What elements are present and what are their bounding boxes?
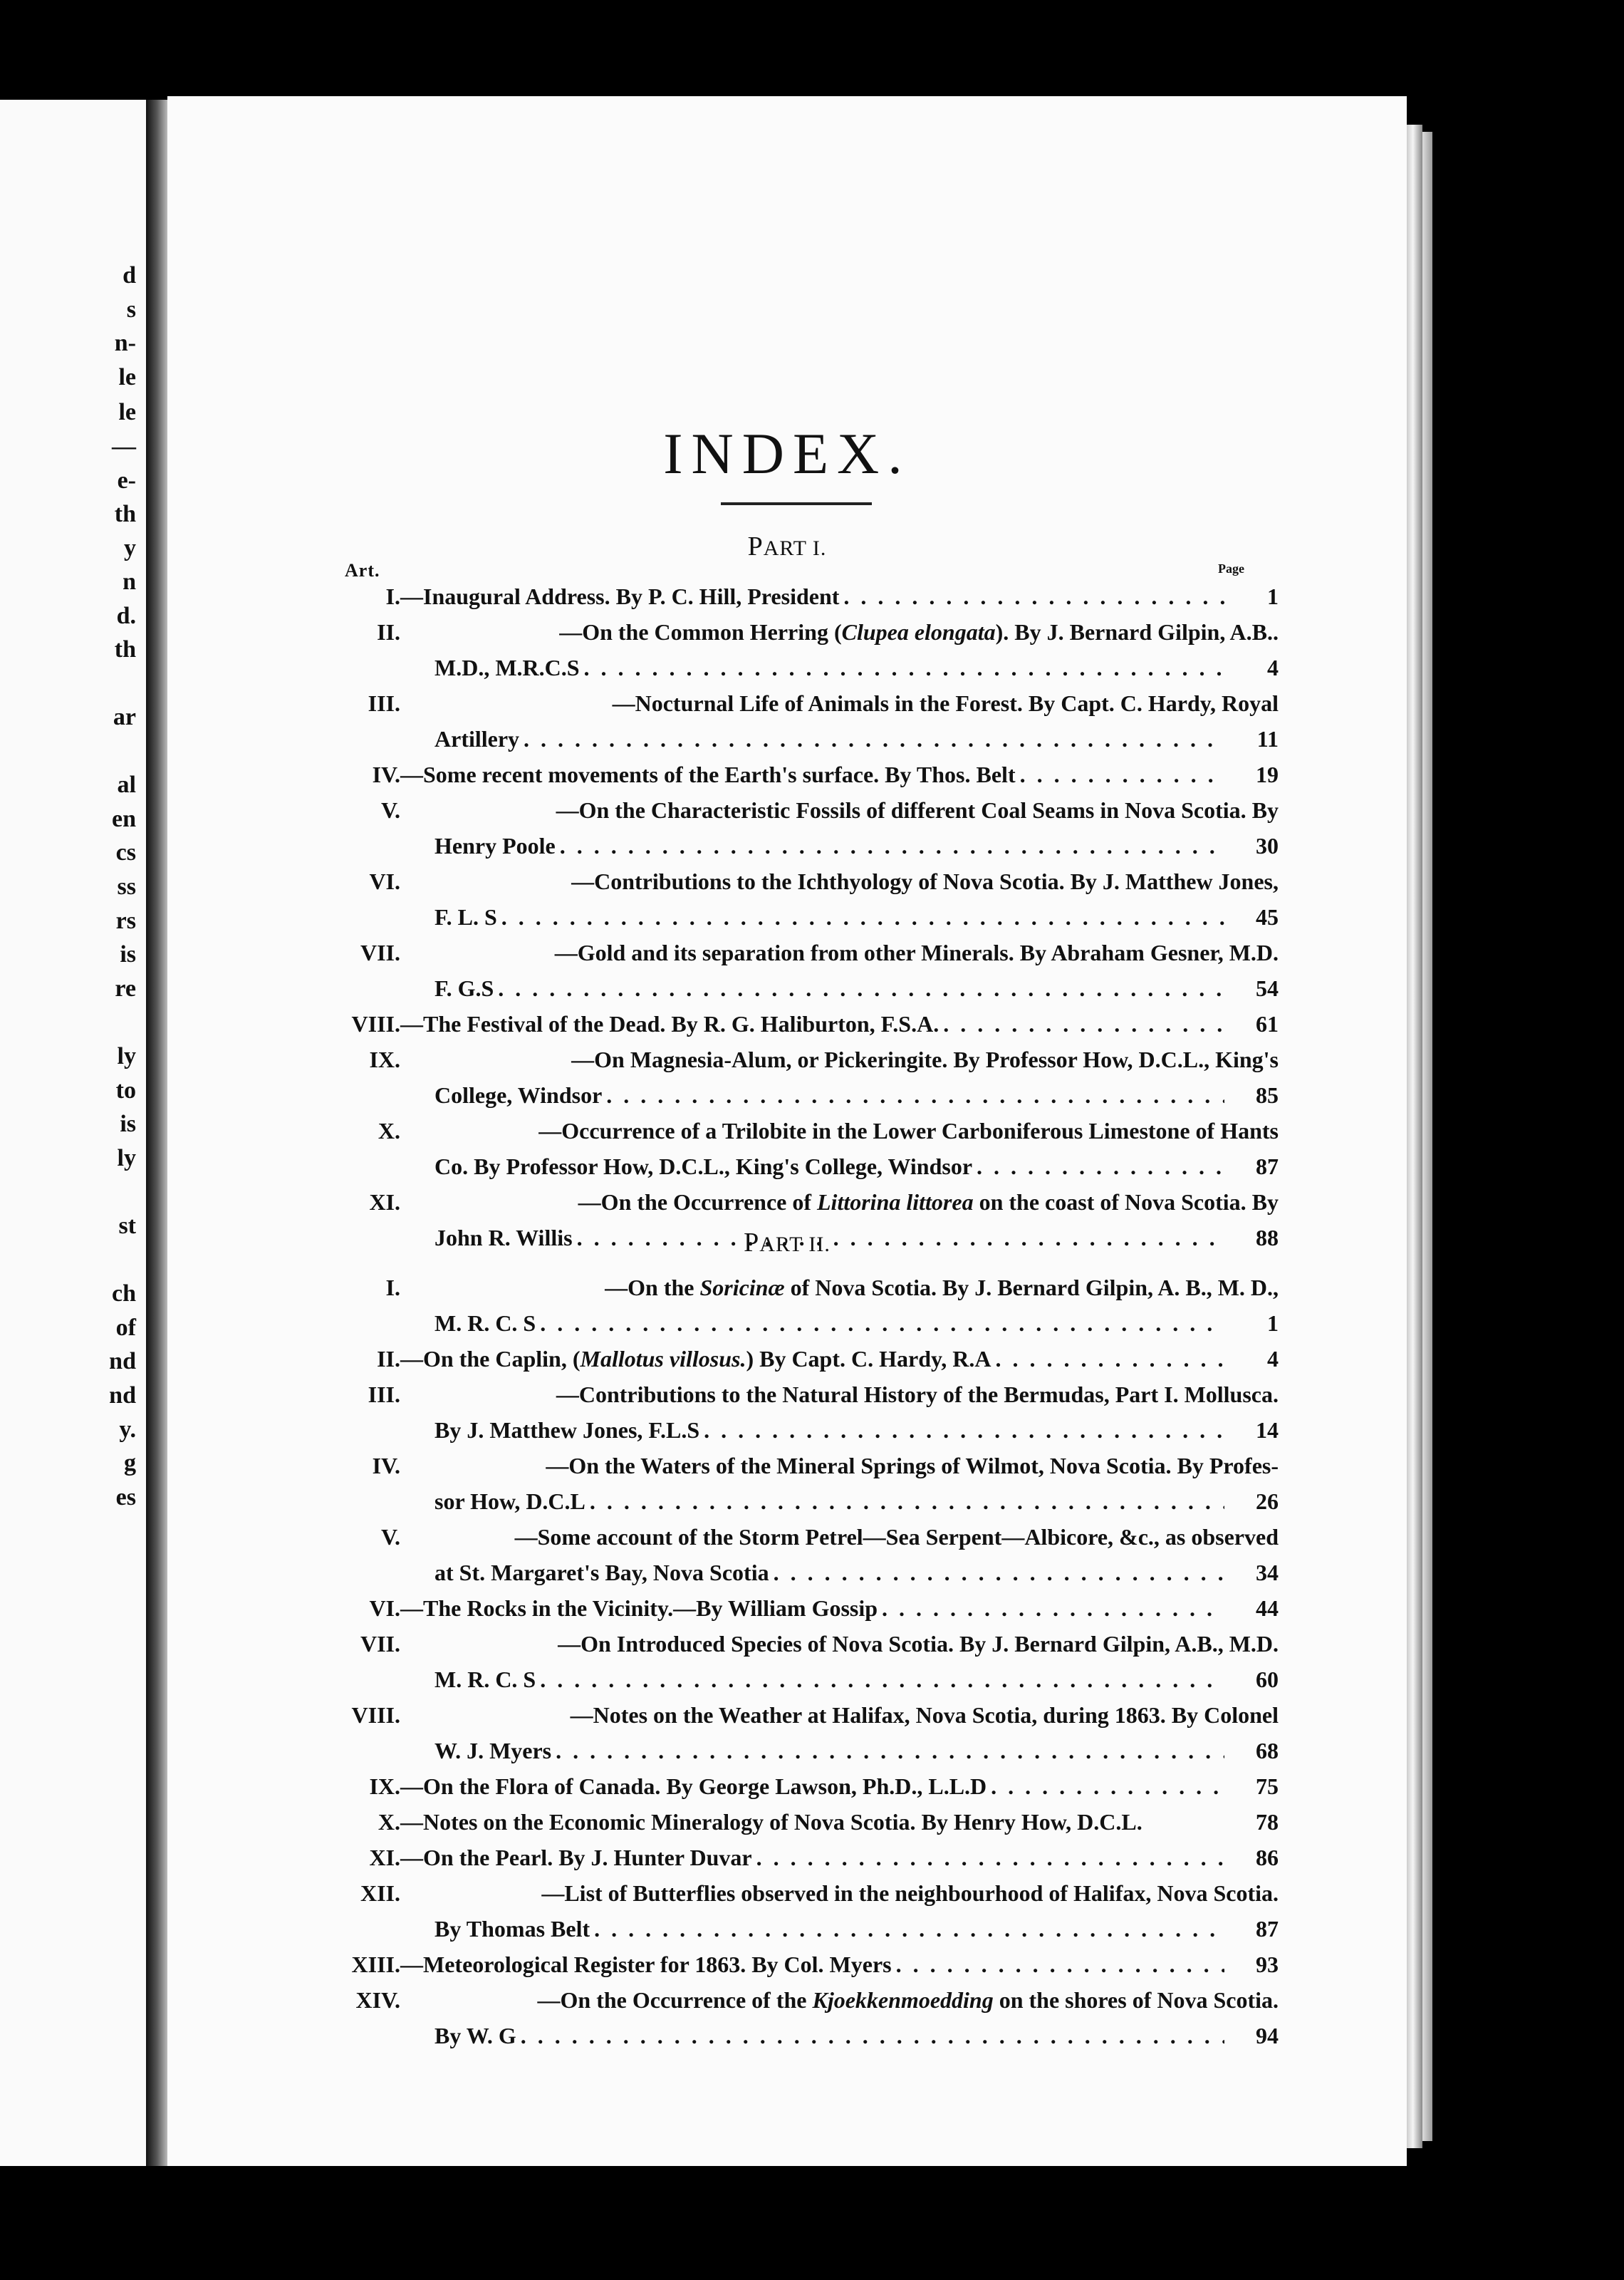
index-entry-continuation [313, 1733, 1279, 1768]
entry-title-continuation: College, Windsor [434, 1082, 603, 1108]
entry-title: —Meteorological Register for 1863. By Col. Myers [400, 1952, 892, 1977]
entry-title-continuation: W. J. Myers [434, 1738, 552, 1763]
index-entry-line [313, 1377, 1279, 1412]
entry-title: —Nocturnal Life of Animals in the Forest. By Capt. C. Hardy, Royal [612, 690, 1279, 716]
index-entry-line [313, 1270, 1279, 1305]
page-edge-stack [1422, 132, 1432, 2141]
entry-page-number: 87 [1256, 1154, 1279, 1179]
entry-title-continuation: F. L. S [434, 904, 497, 930]
entry-page-number: 4 [1267, 1346, 1279, 1372]
entry-title-italic: Kjoekkenmoedding [812, 1987, 994, 2013]
index-entry-line [313, 1590, 1279, 1626]
dot-leader [606, 1077, 1224, 1113]
left-page-text-fragment: is [120, 941, 136, 968]
entry-title-text: ). By J. Bernard Gilpin, A.B.. [995, 619, 1279, 645]
index-entry-line [313, 1042, 1279, 1077]
entry-roman-numeral: III. [368, 690, 400, 716]
left-page-text-fragment: ch [112, 1280, 136, 1307]
dot-leader [896, 1947, 1224, 1982]
entry-title: —List of Butterflies observed in the neighbourhood of Halifax, Nova Scotia. [541, 1880, 1279, 1906]
index-entry-line [313, 757, 1279, 792]
left-page-text-fragment: es [115, 1484, 136, 1510]
entry-title-continuation: Henry Poole [434, 833, 556, 859]
entry-page-number: 61 [1256, 1011, 1279, 1037]
dot-leader [774, 1555, 1224, 1590]
part-one-entries [313, 579, 1279, 1255]
entry-page-number: 93 [1256, 1952, 1279, 1977]
entry-page-number: 68 [1256, 1738, 1279, 1763]
index-entry-line [313, 1626, 1279, 1662]
entry-title-continuation: at St. Margaret's Bay, Nova Scotia [434, 1560, 769, 1585]
entry-title: —Notes on the Economic Mineralogy of Nova Scotia. By Henry How, D.C.L. [400, 1809, 1142, 1835]
index-entry-line [313, 1947, 1279, 1982]
index-entry-continuation [313, 899, 1279, 935]
index-entry-line [313, 1519, 1279, 1555]
entry-roman-numeral: II. [377, 619, 400, 645]
entry-roman-numeral: I. [385, 1275, 400, 1300]
left-page-text-fragment: e- [117, 467, 136, 494]
entry-roman-numeral: VII. [360, 940, 400, 965]
entry-roman-numeral: VI. [369, 1595, 400, 1621]
entry-title-italic: Littorina littorea [817, 1189, 974, 1215]
entry-title-text: —On the Common Herring ( [559, 619, 842, 645]
entry-title-text: —On the Caplin, ( [400, 1346, 581, 1372]
entry-page-number: 45 [1256, 904, 1279, 930]
entry-title-italic: Mallotus villosus. [580, 1346, 746, 1372]
index-entry-line [313, 1697, 1279, 1733]
left-page-text-fragment: nd [109, 1348, 136, 1374]
left-page-text-fragment: n- [114, 330, 136, 356]
entry-title: —Inaugural Address. By P. C. Hill, President [400, 584, 840, 609]
page-column-label: Page [1218, 561, 1244, 576]
left-page-text-fragment: nd [109, 1382, 136, 1409]
index-entry-line [313, 792, 1279, 828]
entry-title-text: ) By Capt. C. Hardy, R.A [746, 1346, 991, 1372]
index-entry-line [313, 614, 1279, 650]
title-rule [721, 502, 872, 505]
part-one-cap: P [747, 532, 764, 561]
index-entry-continuation [313, 1149, 1279, 1184]
index-entry-line [313, 1448, 1279, 1483]
entry-page-number: 75 [1256, 1773, 1279, 1799]
entry-title: —Contributions to the Natural History of the Bermudas, Part I. Mollusca. [556, 1382, 1279, 1407]
index-entry-continuation [313, 2018, 1279, 2053]
left-page-text-fragment: n [123, 569, 136, 595]
dot-leader [501, 899, 1224, 935]
left-page-text-fragment: le [118, 399, 136, 425]
left-page-text-fragment: y [124, 535, 136, 561]
entry-page-number: 78 [1256, 1809, 1279, 1835]
part-two-cap: P [744, 1228, 760, 1258]
entry-title: —Occurrence of a Trilobite in the Lower Carboniferous Limestone of Hants [538, 1118, 1279, 1144]
entry-roman-numeral: X. [378, 1118, 400, 1144]
dot-leader [540, 1662, 1224, 1697]
entry-title-text: —On the [605, 1275, 700, 1300]
entry-roman-numeral: IX. [369, 1047, 400, 1072]
entry-title [538, 1982, 1279, 2018]
page-edge [1407, 125, 1422, 2148]
index-entry-line [313, 1006, 1279, 1042]
entry-roman-numeral: V. [381, 1524, 400, 1550]
entry-title [400, 1341, 991, 1377]
entry-title: —Some recent movements of the Earth's surface. By Thos. Belt [400, 762, 1016, 787]
entry-title: —On the Pearl. By J. Hunter Duvar [400, 1845, 752, 1870]
dot-leader [843, 579, 1224, 614]
entry-title-continuation: By J. Matthew Jones, F.L.S [434, 1417, 700, 1443]
entry-page-number: 1 [1267, 1310, 1279, 1336]
entry-title: —The Festival of the Dead. By R. G. Haliburton, F.S.A. [400, 1011, 939, 1037]
entry-title-continuation: John R. Willis [434, 1225, 573, 1250]
left-page-text-fragment: g [124, 1450, 136, 1476]
entry-page-number: 26 [1256, 1488, 1279, 1514]
index-entry-line [313, 685, 1279, 721]
left-page-text-fragment: is [120, 1111, 136, 1137]
entry-title-continuation: M. R. C. S [434, 1667, 536, 1692]
dot-leader [1020, 757, 1224, 792]
entry-title-text: of Nova Scotia. By J. Bernard Gilpin, A. B., M. D., [784, 1275, 1279, 1300]
dot-leader [995, 1341, 1224, 1377]
index-entry-continuation [313, 650, 1279, 685]
entry-title: —On the Waters of the Mineral Springs of Wilmot, Nova Scotia. By Profes- [546, 1453, 1279, 1478]
entry-page-number: 44 [1256, 1595, 1279, 1621]
entry-title-continuation: By W. G [434, 2023, 516, 2048]
page-title: INDEX. [663, 421, 911, 486]
dot-leader [756, 1840, 1224, 1875]
dot-leader [521, 2018, 1224, 2053]
entry-title-text: —On the Occurrence of [578, 1189, 817, 1215]
entry-title-continuation: M.D., M.R.C.S [434, 655, 580, 680]
dot-leader [540, 1305, 1224, 1341]
entry-page-number: 85 [1256, 1082, 1279, 1108]
entry-page-number: 94 [1256, 2023, 1279, 2048]
index-entry-line [313, 935, 1279, 970]
entry-title [578, 1184, 1279, 1220]
entry-page-number: 14 [1256, 1417, 1279, 1443]
dot-leader [524, 721, 1224, 757]
entry-page-number: 4 [1267, 655, 1279, 680]
entry-roman-numeral: X. [378, 1809, 400, 1835]
entry-roman-numeral: V. [381, 797, 400, 823]
entry-title: —Some account of the Storm Petrel—Sea Serpent—Albicore, &c., as observed [514, 1524, 1279, 1550]
entry-roman-numeral: IV. [372, 762, 400, 787]
entry-page-number: 60 [1256, 1667, 1279, 1692]
left-page-text-fragment: rs [115, 908, 136, 934]
entry-page-number: 11 [1256, 726, 1279, 752]
left-page-text-fragment: cs [115, 839, 136, 866]
left-page-text-fragment: en [112, 806, 136, 832]
entry-title: —The Rocks in the Vicinity.—By William Gossip [400, 1595, 878, 1621]
entry-page-number: 86 [1256, 1845, 1279, 1870]
dot-leader [590, 1483, 1224, 1519]
dot-leader [556, 1733, 1224, 1768]
entry-roman-numeral: IV. [372, 1453, 400, 1478]
entry-roman-numeral: II. [377, 1346, 400, 1372]
entry-title: —Notes on the Weather at Halifax, Nova Scotia, during 1863. By Colonel [570, 1702, 1279, 1728]
part-one-rest: ART I. [763, 537, 827, 560]
index-entry-line [313, 1875, 1279, 1911]
entry-title: —Contributions to the Ichthyology of Nova Scotia. By J. Matthew Jones, [571, 869, 1279, 894]
part-one-heading [167, 531, 1407, 562]
dot-leader [977, 1149, 1224, 1184]
entry-title [559, 614, 1279, 650]
entry-title: —On Introduced Species of Nova Scotia. By J. Bernard Gilpin, A.B., M.D. [558, 1631, 1279, 1657]
part-two-entries [313, 1270, 1279, 2053]
entry-roman-numeral: IX. [369, 1773, 400, 1799]
left-page-text-fragment: d [123, 262, 136, 289]
entry-roman-numeral: I. [385, 584, 400, 609]
left-page-text-fragment: th [114, 636, 136, 663]
index-entry-continuation [313, 1555, 1279, 1590]
left-page-text-fragment: re [115, 975, 136, 1002]
part-two-rest: ART II. [759, 1233, 831, 1256]
left-page-text-fragment: s [126, 296, 136, 323]
dot-leader [560, 828, 1224, 864]
entry-title-text: —On the Occurrence of the [537, 1987, 813, 2013]
dot-leader [498, 970, 1224, 1006]
entry-title-continuation: Co. By Professor How, D.C.L., King's College, Windsor [434, 1154, 973, 1179]
dot-leader [943, 1006, 1224, 1042]
left-page-text-fragment: ly [117, 1145, 136, 1171]
entry-title-italic: Soricinæ [699, 1275, 785, 1300]
entry-roman-numeral: VIII. [351, 1011, 400, 1037]
index-entry-continuation [313, 1662, 1279, 1697]
left-page-text-fragment: al [117, 772, 136, 798]
dot-leader [584, 650, 1224, 685]
index-entry-continuation [313, 1483, 1279, 1519]
left-page-text-fragment: to [115, 1077, 136, 1104]
entry-roman-numeral: III. [368, 1382, 400, 1407]
left-page-text-fragment: of [115, 1315, 136, 1341]
entry-title-continuation: sor How, D.C.L [434, 1488, 585, 1514]
index-entry-continuation [313, 721, 1279, 757]
index-entry-continuation [313, 1077, 1279, 1113]
dot-leader [882, 1590, 1224, 1626]
art-column-label: Art. [345, 560, 380, 581]
entry-title-italic: Clupea elongata [841, 619, 996, 645]
entry-title [605, 1270, 1279, 1305]
entry-title: —Gold and its separation from other Minerals. By Abraham Gesner, M.D. [554, 940, 1279, 965]
index-entry-continuation [313, 970, 1279, 1006]
index-entry-line [313, 1184, 1279, 1220]
entry-title-continuation: By Thomas Belt [434, 1916, 590, 1942]
index-entry-line [313, 1840, 1279, 1875]
entry-page-number: 88 [1256, 1225, 1279, 1250]
index-entry-continuation [313, 1911, 1279, 1947]
entry-roman-numeral: XII. [360, 1880, 400, 1906]
entry-roman-numeral: VII. [360, 1631, 400, 1657]
entry-roman-numeral: XIV. [355, 1987, 400, 2013]
entry-roman-numeral: VIII. [351, 1702, 400, 1728]
index-entry-continuation [313, 1412, 1279, 1448]
index-entry-line [313, 864, 1279, 899]
entry-page-number: 1 [1267, 584, 1279, 609]
part-two-heading [167, 1227, 1407, 1258]
left-page-text-fragment: ar [113, 704, 136, 730]
left-page-fragment [0, 100, 146, 2166]
index-entry-line [313, 1768, 1279, 1804]
entry-title: —On Magnesia-Alum, or Pickeringite. By Professor How, D.C.L., King's [571, 1047, 1279, 1072]
entry-page-number: 54 [1256, 975, 1279, 1001]
index-entry-line [313, 1982, 1279, 2018]
entry-roman-numeral: XI. [369, 1845, 400, 1870]
index-entry-line [313, 579, 1279, 614]
left-page-text-fragment: d. [116, 603, 136, 629]
index-entry-line [313, 1341, 1279, 1377]
left-page-text-fragment: — [112, 433, 136, 460]
book-spine [146, 100, 167, 2166]
left-page-text-fragment: th [114, 501, 136, 527]
entry-page-number: 19 [1256, 762, 1279, 787]
left-page-text-fragment: st [118, 1213, 136, 1239]
entry-title-text: on the coast of Nova Scotia. By [973, 1189, 1279, 1215]
dot-leader [594, 1911, 1224, 1947]
entry-title-continuation: M. R. C. S [434, 1310, 536, 1336]
index-entry-continuation [313, 1305, 1279, 1341]
left-page-text-fragment: le [118, 364, 136, 390]
entry-title-text: on the shores of Nova Scotia. [993, 1987, 1279, 2013]
entry-page-number: 30 [1256, 833, 1279, 859]
entry-page-number: 87 [1256, 1916, 1279, 1942]
dot-leader [704, 1412, 1224, 1448]
index-entry-line [313, 1804, 1279, 1840]
index-entry-line [313, 1113, 1279, 1149]
left-page-text-fragment: ss [117, 874, 136, 900]
left-page-text-fragment: y. [119, 1416, 136, 1443]
index-entry-continuation [313, 828, 1279, 864]
entry-roman-numeral: XI. [369, 1189, 400, 1215]
entry-roman-numeral: XIII. [351, 1952, 400, 1977]
dot-leader [991, 1768, 1224, 1804]
entry-roman-numeral: VI. [369, 869, 400, 894]
entry-title: —On the Flora of Canada. By George Lawson, Ph.D., L.L.D [400, 1773, 987, 1799]
left-page-text-fragment: ly [117, 1043, 136, 1069]
entry-title-continuation: F. G.S [434, 975, 494, 1001]
entry-title: —On the Characteristic Fossils of different Coal Seams in Nova Scotia. By [556, 797, 1279, 823]
entry-page-number: 34 [1256, 1560, 1279, 1585]
entry-title-continuation: Artillery [434, 726, 520, 752]
